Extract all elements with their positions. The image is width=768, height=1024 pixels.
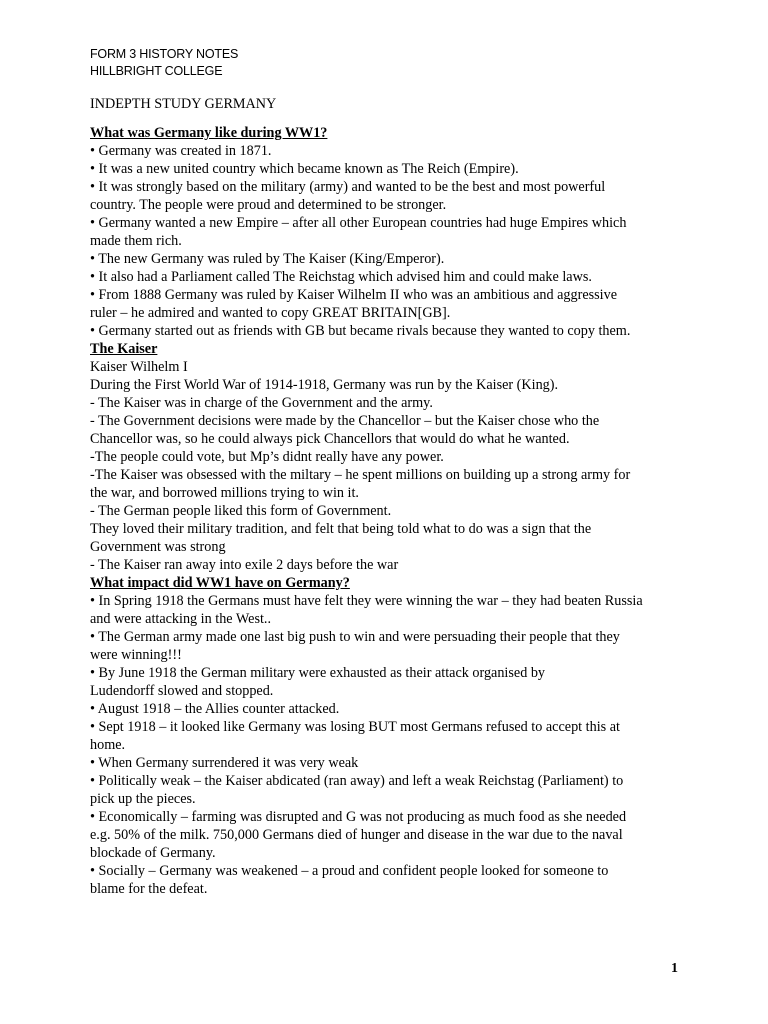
text-line: • When Germany surrendered it was very weak xyxy=(90,755,359,771)
text-line: and were attacking in the West.. xyxy=(90,611,272,627)
text-line: • From 1888 Germany was ruled by Kaiser Wilhelm II who was an ambitious and aggressive xyxy=(90,287,617,303)
text-line: • Economically – farming was disrupted and G was not producing as much food as she needed xyxy=(90,809,627,825)
page-number: 1 xyxy=(671,961,678,976)
section-body-kaiser xyxy=(90,358,690,574)
text-line: - The Kaiser was in charge of the Government and the army. xyxy=(90,395,433,411)
text-line: • By June 1918 the German military were exhausted as their attack organised by xyxy=(90,665,546,681)
text-line: pick up the pieces. xyxy=(90,791,196,807)
text-line: • August 1918 – the Allies counter attacked. xyxy=(90,701,340,717)
section-heading-germany-ww1: What was Germany like during WW1? xyxy=(90,125,328,141)
text-line: - The Kaiser ran away into exile 2 days before the war xyxy=(90,557,399,573)
text-line: -The people could vote, but Mp’s didnt really have any power. xyxy=(90,449,444,465)
header-course: FORM 3 HISTORY NOTES xyxy=(90,47,239,61)
text-line: • It was a new united country which became known as The Reich (Empire). xyxy=(90,161,519,177)
text-line: • The German army made one last big push to win and were persuading their people that they xyxy=(90,629,620,645)
text-line: • It also had a Parliament called The Reichstag which advised him and could make laws. xyxy=(90,269,592,285)
text-line: - The German people liked this form of Government. xyxy=(90,503,392,519)
text-line: made them rich. xyxy=(90,233,182,249)
text-line: Government was strong xyxy=(90,539,226,555)
text-line: They loved their military tradition, and felt that being told what to do was a sign that the xyxy=(90,521,592,537)
text-line: country. The people were proud and determined to be stronger. xyxy=(90,197,447,213)
section-heading-ww1-impact: What impact did WW1 have on Germany? xyxy=(90,575,350,591)
text-line: • Politically weak – the Kaiser abdicated (ran away) and left a weak Reichstag (Parliament) to xyxy=(90,773,624,789)
text-line: During the First World War of 1914-1918, Germany was run by the Kaiser (King). xyxy=(90,377,559,393)
text-line: • Germany wanted a new Empire – after all other European countries had huge Empires which xyxy=(90,215,627,231)
page-content xyxy=(90,46,690,898)
document-subtitle: INDEPTH STUDY GERMANY xyxy=(90,96,277,112)
text-line: Chancellor was, so he could always pick Chancellors that would do what he wanted. xyxy=(90,431,570,447)
text-line: - The Government decisions were made by the Chancellor – but the Kaiser chose who the xyxy=(90,413,600,429)
text-line: e.g. 50% of the milk. 750,000 Germans died of hunger and disease in the war due to the naval xyxy=(90,827,623,843)
header-school: HILLBRIGHT COLLEGE xyxy=(90,64,223,78)
text-line: home. xyxy=(90,737,126,753)
text-line: • Germany was created in 1871. xyxy=(90,143,272,159)
text-line: blockade of Germany. xyxy=(90,845,216,861)
section-body-ww1-impact xyxy=(90,592,690,898)
text-line: were winning!!! xyxy=(90,647,182,663)
text-line: • Germany started out as friends with GB but became rivals because they wanted to copy them. xyxy=(90,323,631,339)
text-line: Kaiser Wilhelm I xyxy=(90,359,188,375)
text-line: the war, and borrowed millions trying to win it. xyxy=(90,485,359,501)
text-line: • In Spring 1918 the Germans must have felt they were winning the war – they had beaten Russia xyxy=(90,593,643,609)
text-line: • Sept 1918 – it looked like Germany was losing BUT most Germans refused to accept this at xyxy=(90,719,620,735)
text-line: blame for the defeat. xyxy=(90,881,208,897)
section-body-germany-ww1 xyxy=(90,142,690,340)
section-heading-kaiser: The Kaiser xyxy=(90,341,158,357)
text-line: -The Kaiser was obsessed with the miltary – he spent millions on building up a strong army for xyxy=(90,467,631,483)
text-line: ruler – he admired and wanted to copy GREAT BRITAIN[GB]. xyxy=(90,305,451,321)
text-line: Ludendorff slowed and stopped. xyxy=(90,683,274,699)
text-line: • The new Germany was ruled by The Kaiser (King/Emperor). xyxy=(90,251,445,267)
text-line: • It was strongly based on the military (army) and wanted to be the best and most powerful xyxy=(90,179,606,195)
text-line: • Socially – Germany was weakened – a proud and confident people looked for someone to xyxy=(90,863,609,879)
